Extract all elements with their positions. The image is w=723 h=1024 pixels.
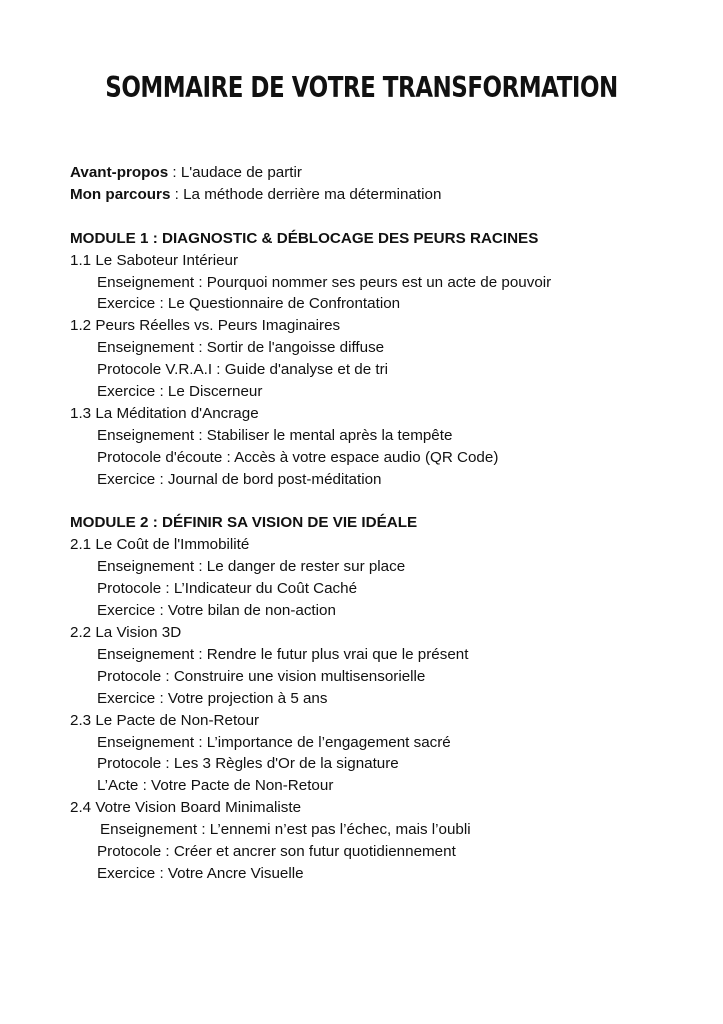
- section-item: Protocole : Les 3 Règles d'Or de la signature: [97, 755, 399, 773]
- section-item: Enseignement : Stabiliser le mental après la tempête: [97, 426, 453, 444]
- page-title: SOMMAIRE DE VOTRE TRANSFORMATION: [105, 72, 618, 105]
- section-2-3-title: 2.3 Le Pacte de Non-Retour: [70, 711, 260, 729]
- section-2-1-title: 2.1 Le Coût de l'Immobilité: [70, 536, 250, 554]
- intro-journey: [70, 184, 710, 206]
- section-item: Enseignement : L’importance de l’engagement sacré: [97, 733, 451, 751]
- section-2-2-title: 2.2 La Vision 3D: [70, 624, 182, 641]
- intro-text: L'audace de partir: [180, 164, 302, 181]
- section-item: Protocole : Créer et ancrer son futur quotidiennement: [97, 843, 456, 861]
- section-item: Protocole : Construire une vision multisensorielle: [97, 667, 426, 685]
- section-item: Enseignement : Pourquoi nommer ses peurs est un acte de pouvoir: [97, 273, 552, 291]
- section-2-4-title: 2.4 Votre Vision Board Minimaliste: [70, 799, 302, 817]
- section-item: Exercice : Journal de bord post-méditation: [97, 470, 382, 488]
- table-of-contents: [70, 162, 710, 885]
- intro-foreword: [70, 162, 710, 184]
- section-item: Exercice : Votre Ancre Visuelle: [97, 864, 304, 882]
- module-2-title: MODULE 2 : DÉFINIR SA VISION DE VIE IDÉALE: [70, 514, 418, 532]
- section-item: Exercice : Votre bilan de non-action: [97, 602, 336, 620]
- intro-text: La méthode derrière ma détermination: [183, 185, 442, 203]
- section-item: Protocole V.R.A.I : Guide d'analyse et de tri: [97, 361, 389, 379]
- section-item: Exercice : Votre projection à 5 ans: [97, 689, 328, 707]
- section-1-1-title: 1.1 Le Saboteur Intérieur: [70, 251, 239, 269]
- section-item: Enseignement : Le danger de rester sur place: [97, 558, 406, 576]
- section-item: Enseignement : Rendre le futur plus vrai que le présent: [97, 645, 469, 663]
- intro-label: Mon parcours: [70, 185, 171, 203]
- section-item: Enseignement : Sortir de l'angoisse diffuse: [97, 339, 385, 357]
- intro-separator: :: [170, 185, 184, 203]
- intro-separator: :: [168, 164, 181, 181]
- section-1-3-title: 1.3 La Méditation d'Ancrage: [70, 404, 259, 422]
- section-1-2-title: 1.2 Peurs Réelles vs. Peurs Imaginaires: [70, 317, 341, 335]
- section-item: L’Acte : Votre Pacte de Non-Retour: [97, 777, 334, 795]
- module-1-title: MODULE 1 : DIAGNOSTIC & DÉBLOCAGE DES PEURS RACINES: [70, 229, 539, 247]
- intro-label: Avant-propos: [70, 164, 169, 181]
- section-item: Protocole : L’Indicateur du Coût Caché: [97, 580, 358, 598]
- section-item: Exercice : Le Questionnaire de Confrontation: [97, 295, 401, 313]
- section-item: Exercice : Le Discerneur: [97, 383, 263, 401]
- section-item: Protocole d'écoute : Accès à votre espace audio (QR Code): [97, 448, 499, 466]
- section-item: Enseignement : L’ennemi n’est pas l’échec, mais l’oubli: [100, 821, 471, 839]
